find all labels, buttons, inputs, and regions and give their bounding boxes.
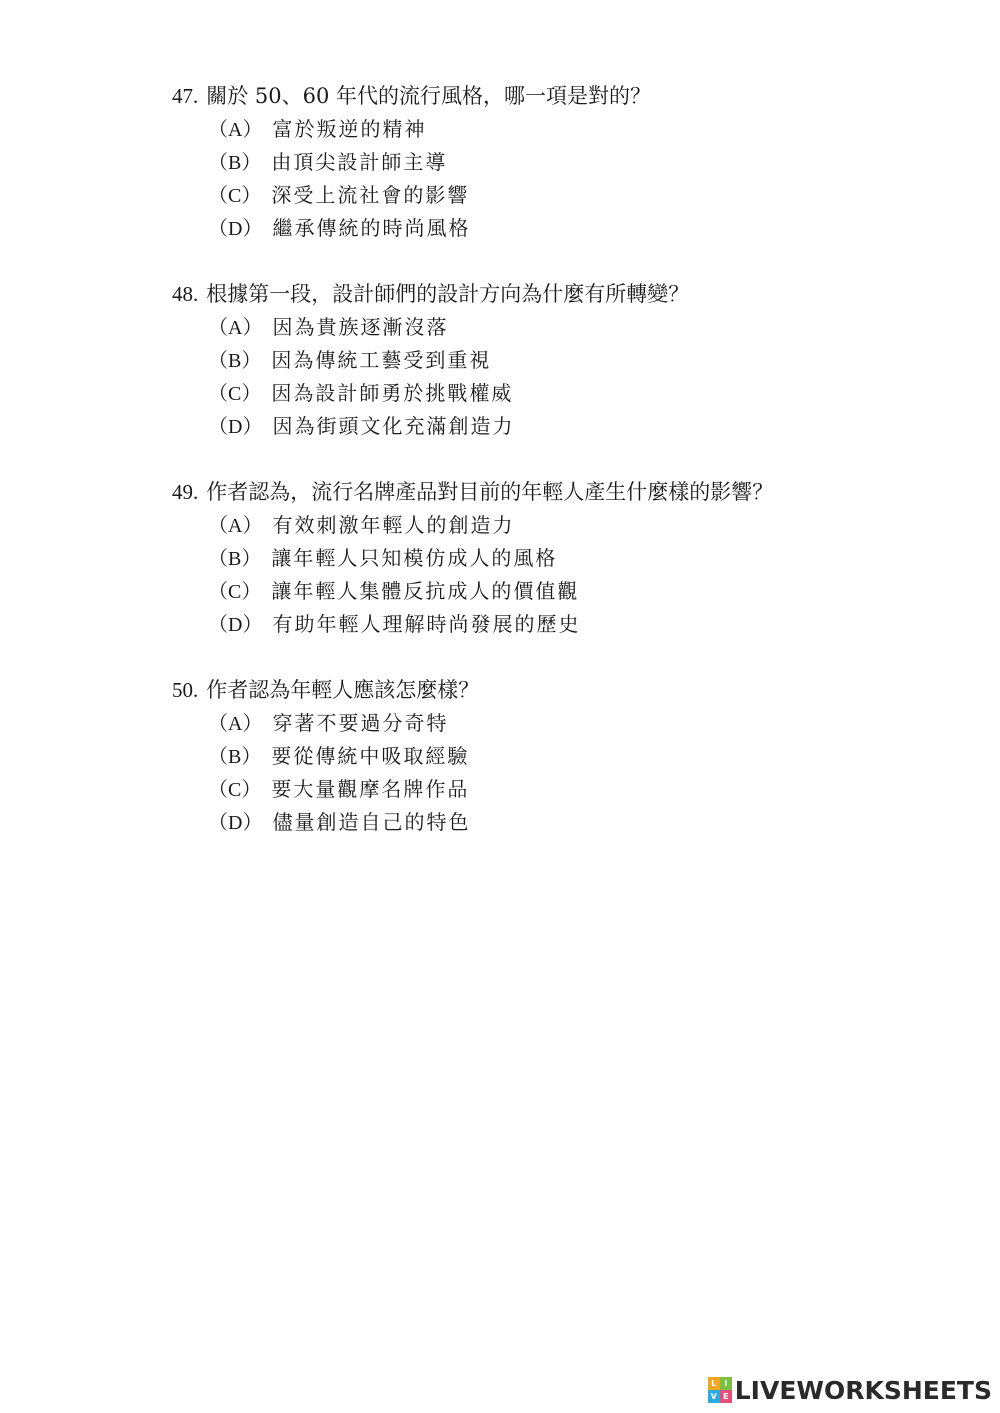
option-text: 因為貴族逐漸沒落: [272, 315, 449, 339]
option-c[interactable]: [172, 377, 932, 410]
option-letter: （C）: [208, 383, 262, 405]
option-a[interactable]: [172, 707, 932, 740]
option-c[interactable]: [172, 179, 932, 212]
option-text: 有助年輕人理解時尚發展的歷史: [272, 612, 581, 636]
liveworksheets-watermark[interactable]: [708, 1375, 992, 1405]
option-letter: （A）: [208, 713, 263, 735]
option-text: 因為設計師勇於挑戰權威: [271, 381, 514, 405]
question-stem: [172, 80, 932, 113]
option-b[interactable]: [172, 344, 932, 377]
question-number: 48.: [172, 282, 199, 306]
question-50: [172, 674, 932, 839]
question-text: 根據第一段，設計師們的設計方向為什麼有所轉變？: [206, 282, 690, 306]
logo-letter-e: E: [720, 1390, 732, 1403]
liveworksheets-wordmark: LIVEWORKSHEETS: [734, 1375, 992, 1405]
option-b[interactable]: [172, 542, 932, 575]
question-47: [172, 80, 932, 245]
option-letter: （C）: [208, 581, 262, 603]
logo-letter-l: L: [708, 1377, 720, 1390]
option-text: 讓年輕人集體反抗成人的價值觀: [271, 579, 580, 603]
option-d[interactable]: [172, 608, 932, 641]
option-letter: （B）: [208, 350, 262, 372]
question-text: 作者認為，流行名牌產品對目前的年輕人產生什麼樣的影響？: [206, 480, 774, 504]
option-text: 因為街頭文化充滿創造力: [272, 414, 515, 438]
question-number: 50.: [172, 678, 199, 702]
option-letter: （B）: [208, 746, 262, 768]
option-text: 要大量觀摩名牌作品: [271, 777, 470, 801]
option-c[interactable]: [172, 773, 932, 806]
question-text: 關於 50、60 年代的流行風格，哪一項是對的？: [206, 84, 652, 108]
question-49: [172, 476, 932, 641]
option-a[interactable]: [172, 113, 932, 146]
option-letter: （D）: [208, 218, 263, 240]
option-letter: （C）: [208, 185, 262, 207]
option-text: 富於叛逆的精神: [272, 117, 427, 141]
option-d[interactable]: [172, 410, 932, 443]
option-text: 要從傳統中吸取經驗: [271, 744, 470, 768]
option-a[interactable]: [172, 509, 932, 542]
option-text: 深受上流社會的影響: [271, 183, 470, 207]
logo-letter-i: I: [720, 1377, 732, 1390]
option-a[interactable]: [172, 311, 932, 344]
question-48: [172, 278, 932, 443]
option-letter: （A）: [208, 515, 263, 537]
option-c[interactable]: [172, 575, 932, 608]
question-number: 47.: [172, 84, 199, 108]
option-text: 穿著不要過分奇特: [272, 711, 449, 735]
option-text: 繼承傳統的時尚風格: [272, 216, 471, 240]
option-letter: （D）: [208, 614, 263, 636]
option-d[interactable]: [172, 806, 932, 839]
question-stem: [172, 476, 932, 509]
option-text: 由頂尖設計師主導: [271, 150, 448, 174]
option-letter: （A）: [208, 119, 263, 141]
question-text: 作者認為年輕人應該怎麼樣？: [206, 678, 480, 702]
liveworksheets-logo-icon: [708, 1377, 732, 1403]
option-letter: （B）: [208, 548, 262, 570]
option-text: 讓年輕人只知模仿成人的風格: [271, 546, 558, 570]
question-number: 49.: [172, 480, 199, 504]
option-text: 有效刺激年輕人的創造力: [272, 513, 515, 537]
option-text: 儘量創造自己的特色: [272, 810, 471, 834]
option-letter: （A）: [208, 317, 263, 339]
option-b[interactable]: [172, 146, 932, 179]
question-stem: [172, 278, 932, 311]
question-stem: [172, 674, 932, 707]
option-text: 因為傳統工藝受到重視: [271, 348, 492, 372]
option-letter: （D）: [208, 812, 263, 834]
option-b[interactable]: [172, 740, 932, 773]
option-letter: （D）: [208, 416, 263, 438]
option-letter: （C）: [208, 779, 262, 801]
option-d[interactable]: [172, 212, 932, 245]
option-letter: （B）: [208, 152, 262, 174]
logo-letter-v: V: [708, 1390, 720, 1403]
